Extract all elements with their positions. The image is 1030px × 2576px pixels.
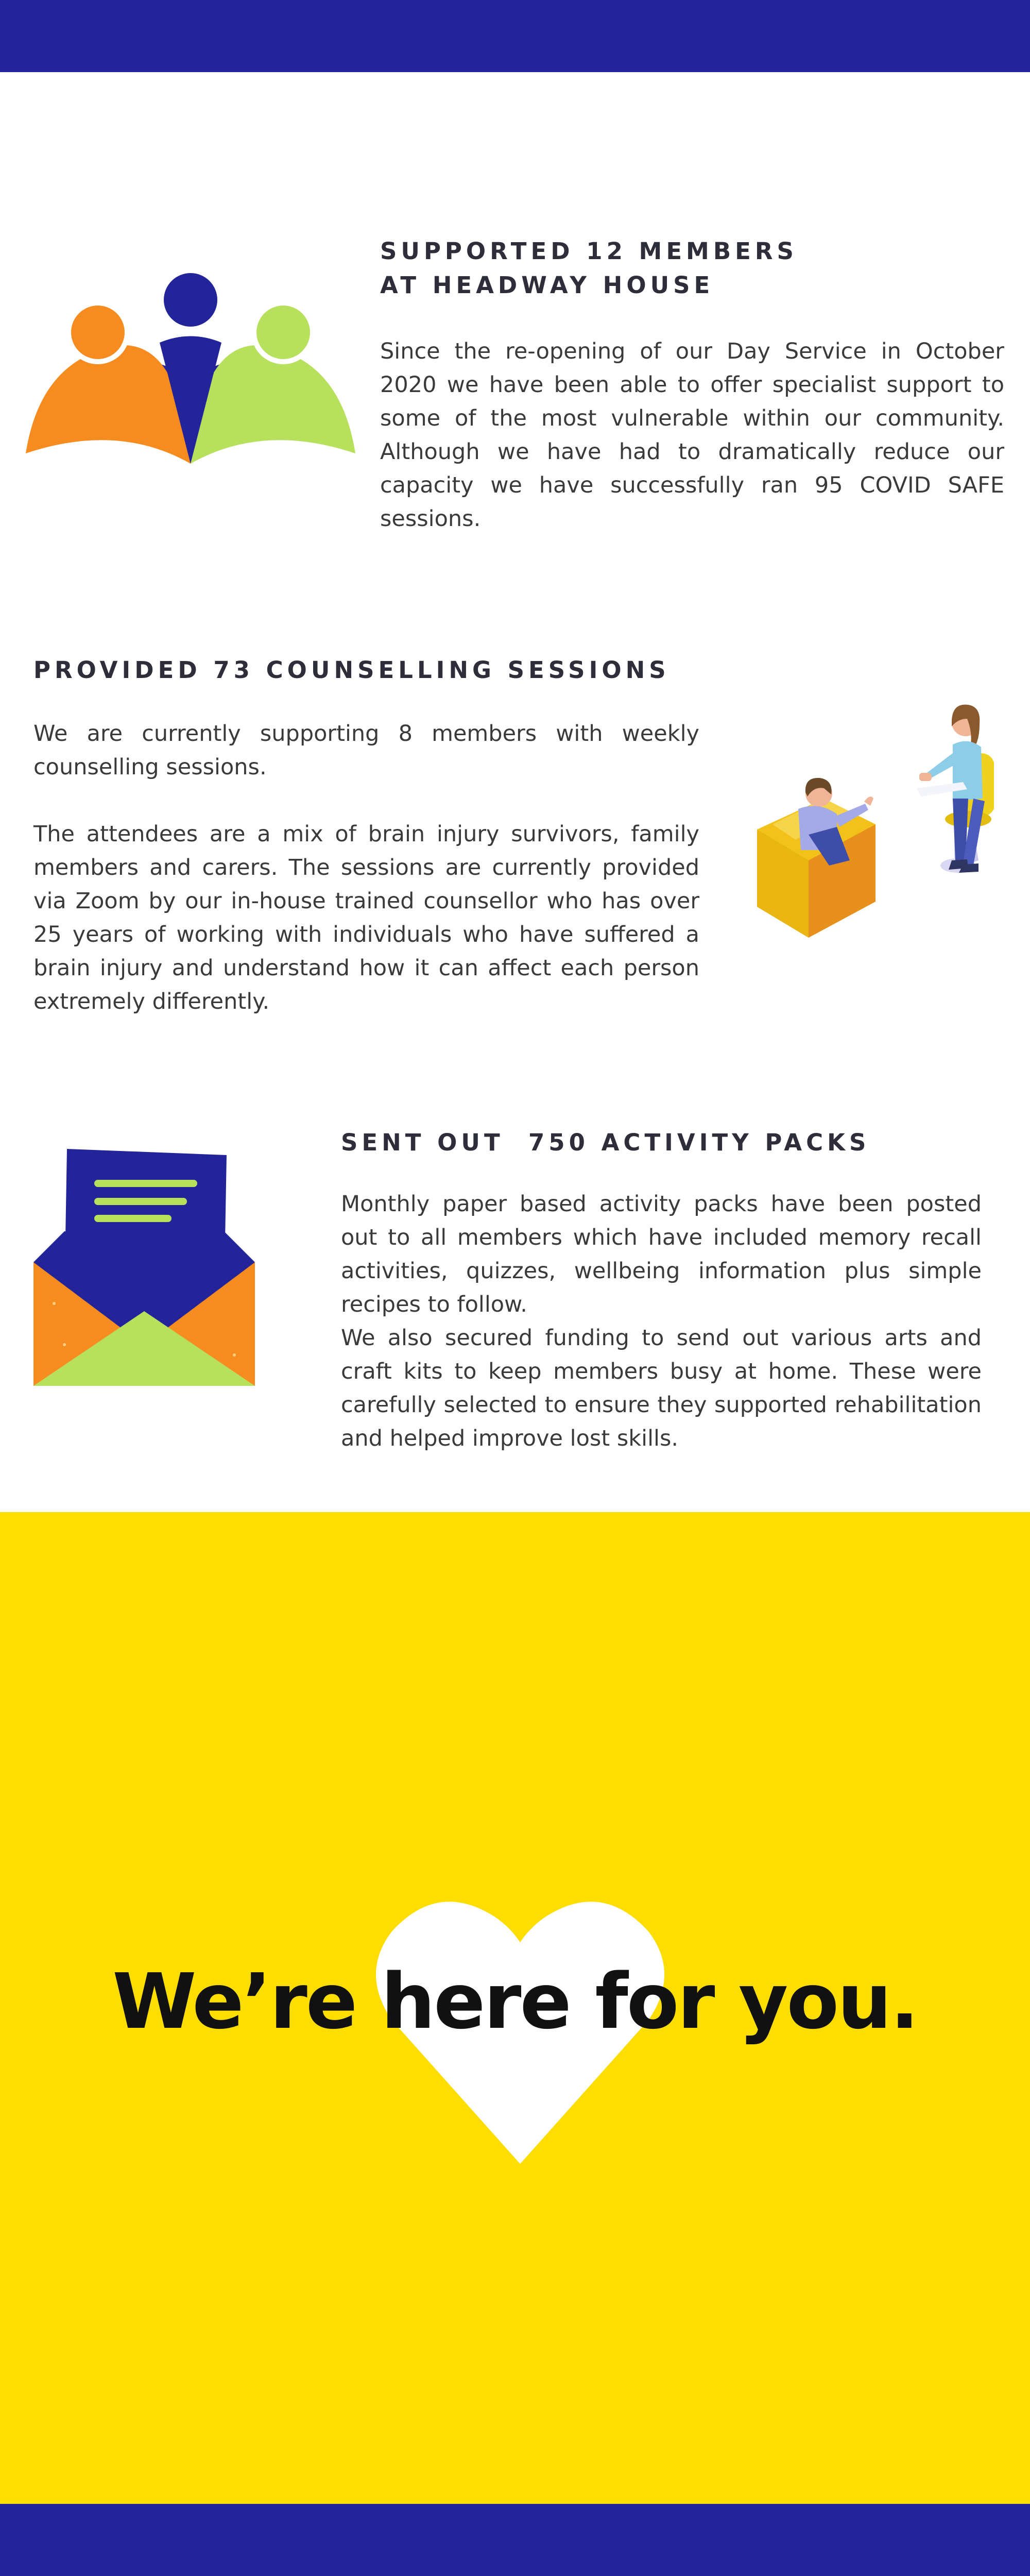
- section2-paragraph-2: The attendees are a mix of brain injury survivors, family members and carers. The sessions are currently provided via Zoom by our in-house trained counsellor who has over 25 years of working with individuals who have suffered a brain injury and understand how it can affect each person extremely differently.: [33, 821, 699, 1014]
- counselling-session-illustration: [747, 696, 1009, 984]
- section2-paragraph-1: We are currently supporting 8 members with weekly counselling sessions.: [33, 721, 699, 780]
- bottom-band: [0, 2504, 1030, 2576]
- section3-heading: SENT OUT 750 ACTIVITY PACKS: [341, 1129, 870, 1156]
- section1-heading: [380, 234, 998, 302]
- section3-paragraph-2: We also secured funding to send out various arts and craft kits to keep members busy at home. These were carefully selected to ensure they supported rehabilitation and helped improve lost skills.: [341, 1325, 982, 1451]
- tagline: We’re here for you.: [112, 1957, 918, 2046]
- top-band: [0, 0, 1030, 72]
- section1-body: [380, 335, 1004, 536]
- envelope-letter-icon: [33, 1149, 255, 1396]
- section2-heading: PROVIDED 73 COUNSELLING SESSIONS: [33, 656, 670, 684]
- people-group-icon: [26, 268, 355, 474]
- section1-paragraph: Since the re-opening of our Day Service in October 2020 we have been able to offer specialist support to some of the most vulnerable within our community. Although we have had to dramatically reduce our capacity we have successfully ran 95 COVID SAFE sessions.: [380, 338, 1004, 532]
- section3-body: [341, 1188, 982, 1455]
- section1-heading-line2: AT HEADWAY HOUSE: [380, 272, 714, 299]
- section3-paragraph-1: Monthly paper based activity packs have been posted out to all members which have included memory recall activities, quizzes, wellbeing information plus simple recipes to follow.: [341, 1191, 982, 1317]
- section2-body: [33, 717, 699, 1019]
- section1-heading-line1: SUPPORTED 12 MEMBERS: [380, 238, 798, 265]
